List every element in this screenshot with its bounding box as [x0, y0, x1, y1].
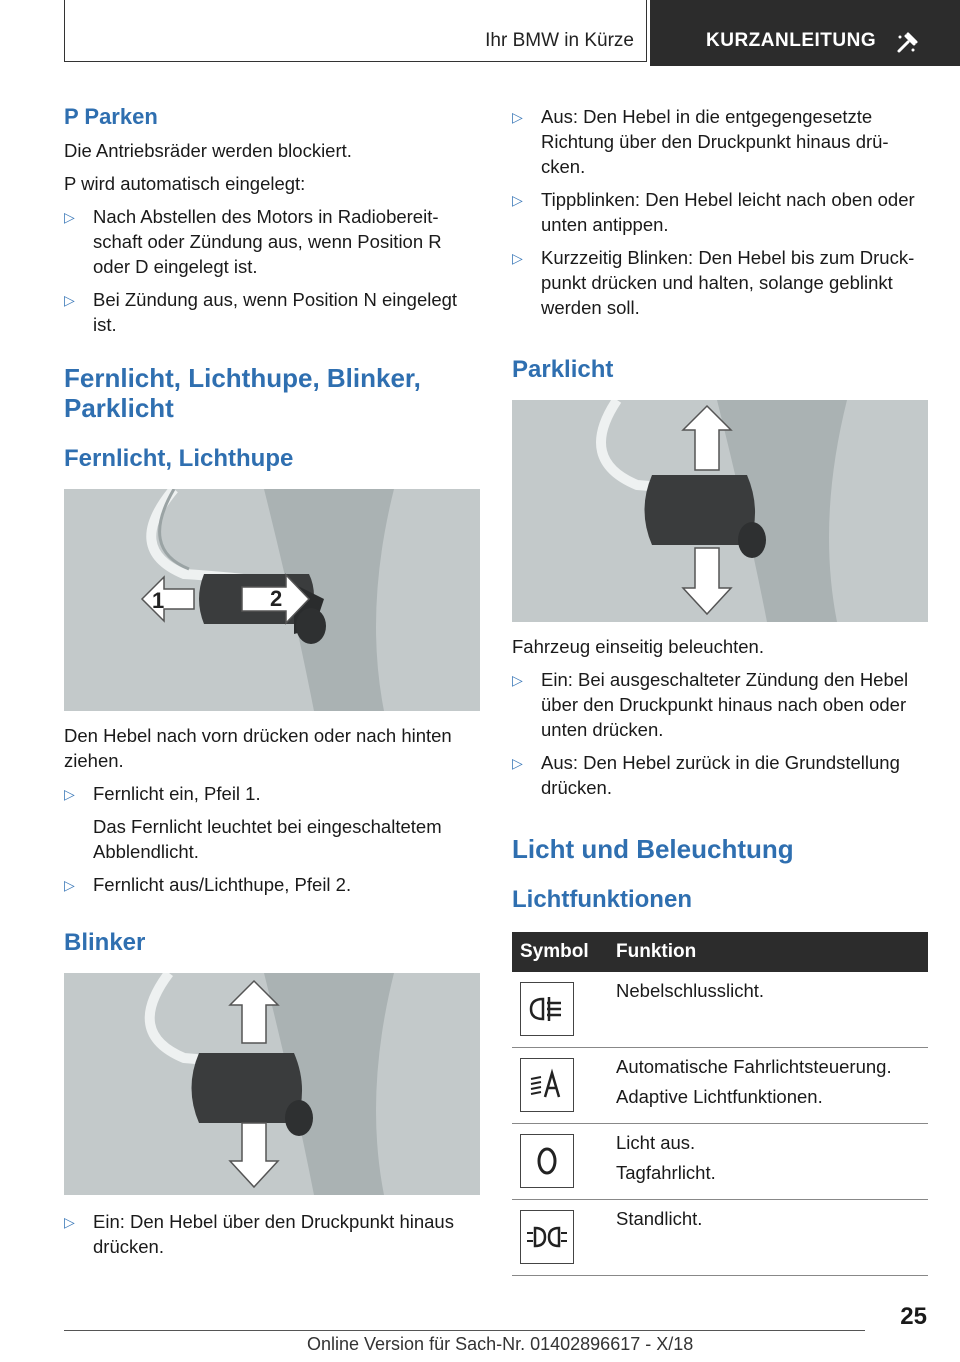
bullet-triangle-icon: ▷ [512, 192, 523, 208]
list-item: ▷ Ein: Bei ausgeschalteter Zündung den Hebel über den Druckpunkt hinaus nach oben oder unten drücken. [512, 669, 909, 740]
table-row [512, 972, 928, 1048]
licht-beleuchtung-heading: Licht und Beleuchtung [512, 834, 794, 864]
bullet-triangle-icon: ▷ [64, 1214, 75, 1230]
bullet-triangle-icon: ▷ [512, 755, 523, 771]
quick-guide-icon [896, 30, 920, 54]
table-row [512, 1124, 928, 1200]
arrow-label-2: 2 [270, 586, 283, 611]
list-item: ▷ Ein: Den Hebel über den Druckpunkt hinaus drücken. [64, 1211, 454, 1257]
bullet-triangle-icon: ▷ [512, 109, 523, 125]
table-header-function: Funktion [608, 932, 928, 972]
header-chapter-tab [650, 0, 960, 66]
p-parken-heading: P Parken [64, 104, 158, 129]
bullet-triangle-icon: ▷ [512, 672, 523, 688]
p-parken-text-1: Die Antriebsräder werden blockiert. [64, 140, 352, 161]
bullet-triangle-icon: ▷ [64, 209, 75, 225]
list-item: ▷ Fernlicht ein, Pfeil 1. [64, 781, 480, 806]
page-number: 25 [900, 1303, 927, 1330]
list-item: ▷ Bei Zündung aus, wenn Position N eingelegt ist. [64, 289, 458, 335]
header-chapter-title: KURZANLEITUNG [706, 30, 877, 51]
arrow-label-1: 1 [152, 588, 165, 613]
table-header-symbol: Symbol [512, 932, 608, 972]
footer-text: Online Version für Sach-Nr. 01402896617 - X/18 [307, 1334, 694, 1354]
p-parken-text-2: P wird automatisch eingelegt: [64, 173, 306, 194]
light-functions-table [512, 932, 928, 1276]
table-cell-function: Standlicht. [616, 1208, 703, 1229]
lever-forward-back-illustration [64, 489, 480, 711]
parklicht-text: Fahrzeug einseitig beleuchten. [512, 636, 764, 657]
fernlicht-text: Den Hebel nach vorn drücken oder nach hinten ziehen. [64, 725, 452, 771]
list-item-subtext: Das Fernlicht leuchtet bei eingeschaltetem Abblendlicht. [93, 816, 442, 862]
bullet-triangle-icon: ▷ [64, 786, 75, 802]
table-cell-function: Adaptive Lichtfunktionen. [616, 1086, 823, 1107]
header-section-tab [64, 0, 647, 62]
lichtfunktionen-heading: Lichtfunktionen [512, 886, 692, 913]
table-cell-function: Nebelschlusslicht. [616, 980, 765, 1001]
right-column [512, 104, 928, 1276]
table-cell-function: Automatische Fahrlichtsteuerung. [616, 1056, 892, 1077]
lever-up-down-illustration [512, 400, 928, 622]
lever-up-down-illustration [64, 973, 480, 1195]
list-item: ▷ Tippblinken: Den Hebel leicht nach oben oder unten antippen. [512, 189, 915, 235]
table-row [512, 1048, 928, 1124]
list-item: ▷ Kurzzeitig Blinken: Den Hebel bis zum Druck-punkt drücken und halten, solange geblinkt werden soll. [512, 247, 915, 318]
list-item: ▷ Aus: Den Hebel in die entgegengesetzte Richtung über den Druckpunkt hinaus drü-cken. [512, 106, 889, 177]
parking-light-lever-image [512, 400, 928, 622]
table-cell-function: Tagfahrlicht. [616, 1162, 716, 1183]
left-column [64, 104, 480, 1259]
list-item: ▷ Nach Abstellen des Motors in Radiobereit-schaft oder Zündung aus, wenn Position R oder D eingelegt ist. [64, 206, 442, 277]
high-beam-lever-image [64, 489, 480, 711]
turn-signal-lever-image [64, 973, 480, 1195]
bullet-triangle-icon: ▷ [64, 877, 75, 893]
bullet-triangle-icon: ▷ [512, 250, 523, 266]
table-row [512, 1200, 928, 1276]
parklicht-heading: Parklicht [512, 356, 614, 383]
fernlicht-heading: Fernlicht, Lichthupe [64, 445, 294, 472]
table-cell-function: Licht aus. [616, 1132, 696, 1153]
list-item: ▷ Aus: Den Hebel zurück in die Grundstellung drücken. [512, 752, 900, 798]
bullet-triangle-icon: ▷ [64, 292, 75, 308]
header-section-title: Ihr BMW in Kürze [485, 30, 634, 51]
blinker-heading: Blinker [64, 929, 146, 956]
list-item: ▷ Fernlicht aus/Lichthupe, Pfeil 2. [64, 872, 480, 897]
parking-light-icon [520, 1210, 574, 1264]
fog-light-icon [520, 982, 574, 1036]
main-section-heading: Fernlicht, Lichthupe, Blinker, Parklicht [64, 363, 421, 423]
lights-off-icon [520, 1134, 574, 1188]
footer-divider [64, 1330, 865, 1331]
auto-headlight-icon [520, 1058, 574, 1112]
